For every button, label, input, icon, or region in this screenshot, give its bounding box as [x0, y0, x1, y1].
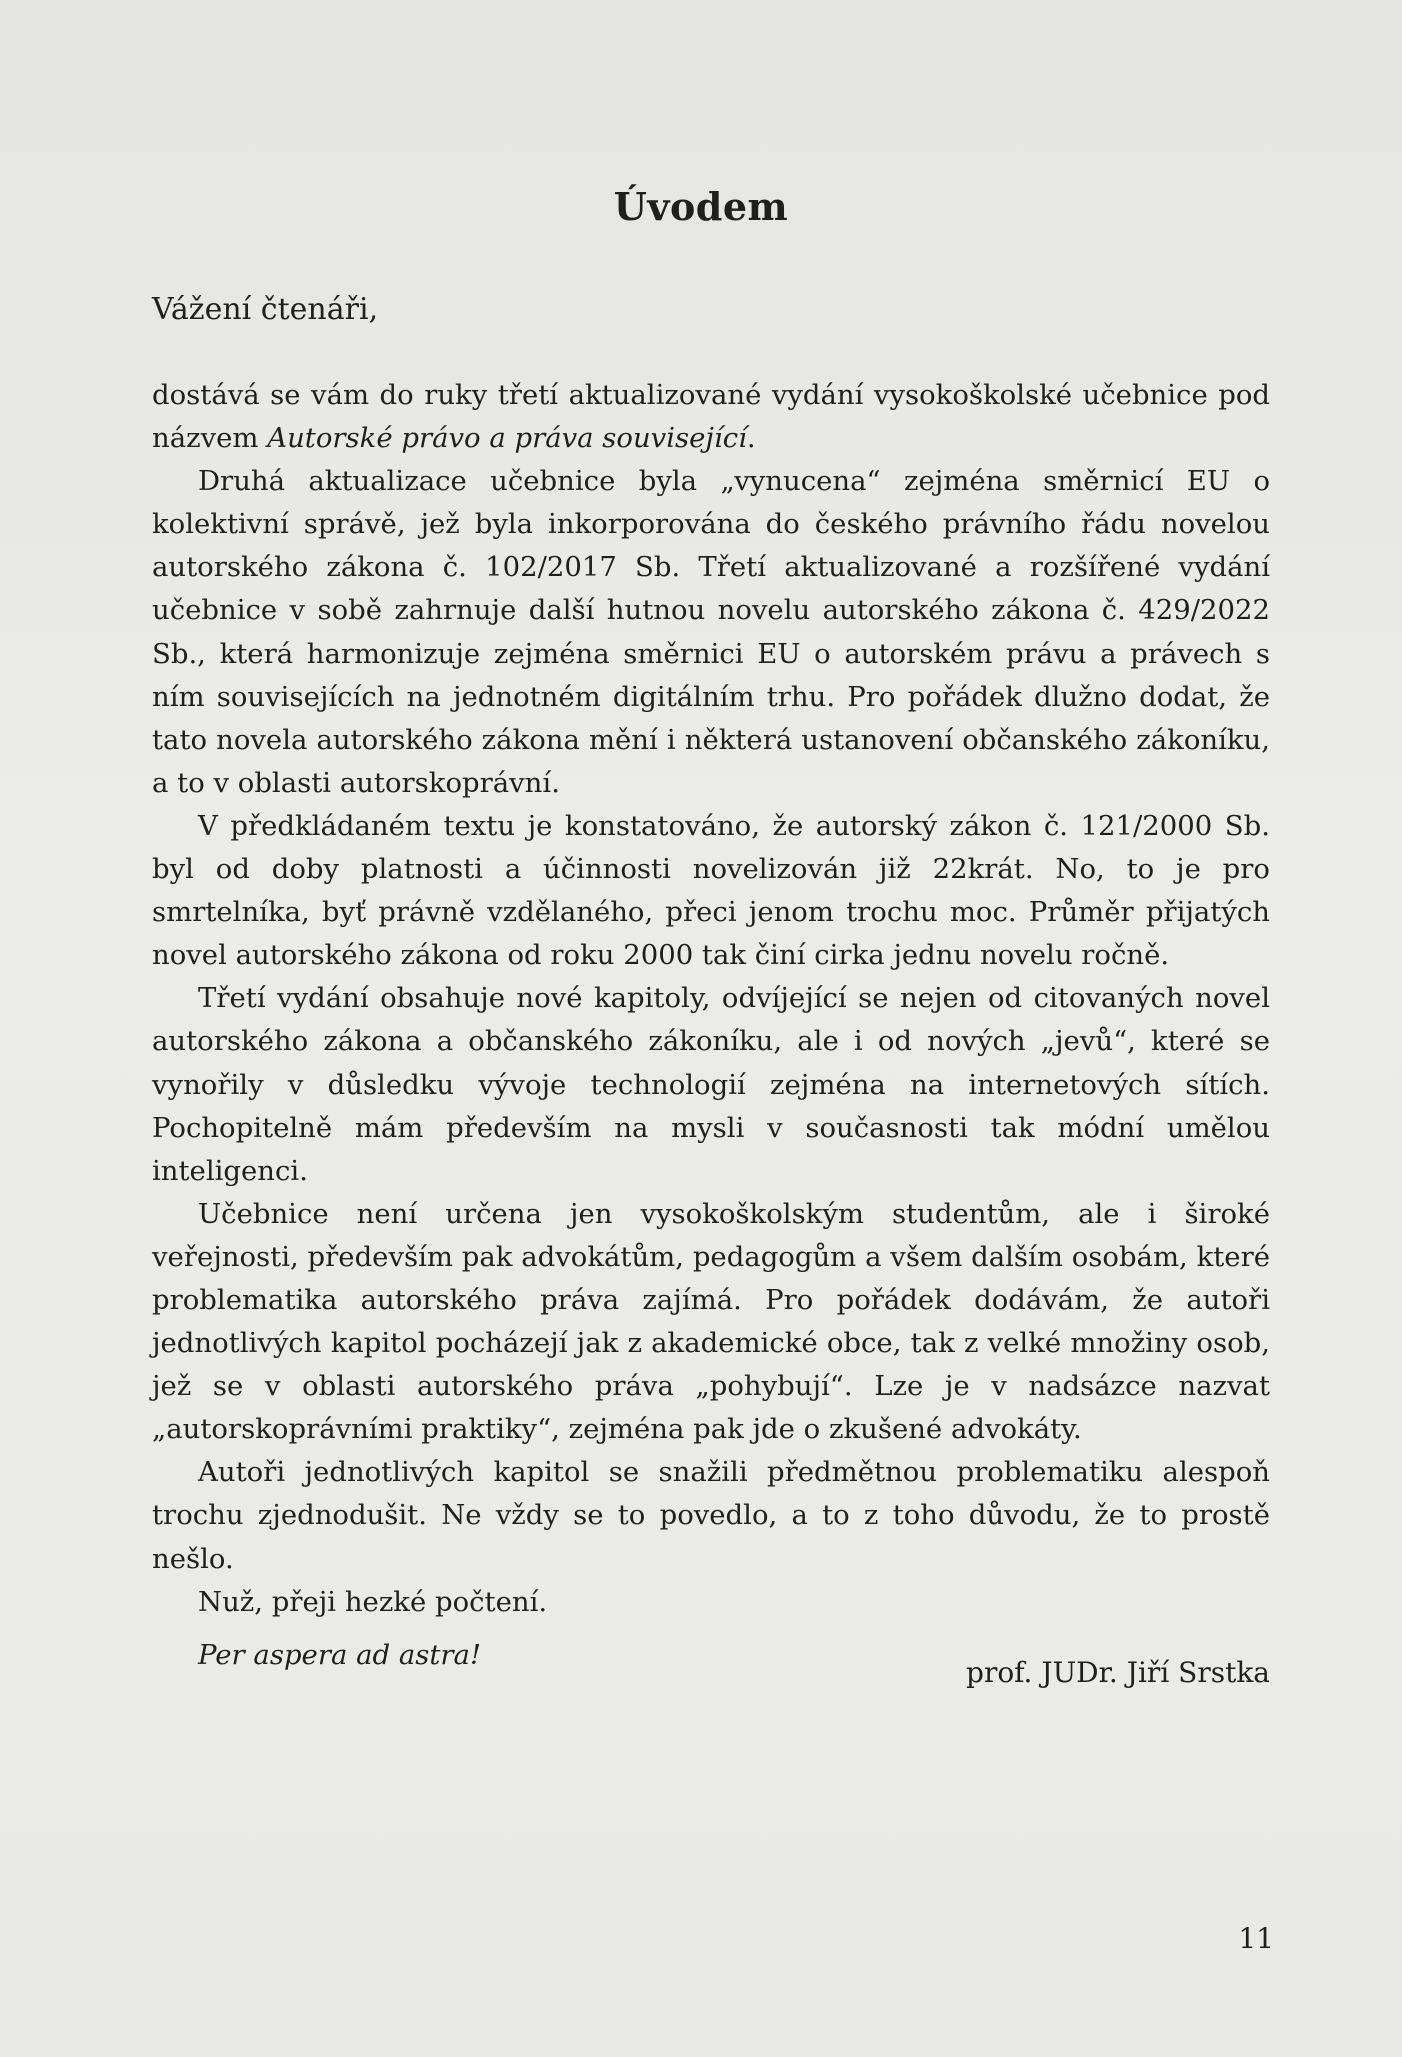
intro-text: dostává se vám do ruky třetí aktualizované vydání vysokoškolské učebnice pod názvem	[152, 379, 1270, 455]
paragraph-novelization-count: V předkládaném textu je konstatováno, že autorský zákon č. 121/2000 Sb. byl od doby platnosti a účinnosti novelizován již 22krát. No, to je pro smrtelníka, byť právně vzdělaného, přeci jenom trochu moc. Průměr přijatých novel autorského zákona od roku 2000 tak činí cirka jednu novelu ročně.	[152, 809, 1270, 972]
paragraph-closing: Nuž, přeji hezké počtení.	[198, 1585, 548, 1618]
motto: Per aspera ad astra!	[198, 1638, 481, 1671]
book-title: Autorské právo a práva související	[267, 422, 747, 455]
foreword-body	[152, 374, 1270, 1677]
intro-paragraph	[152, 374, 1270, 460]
paragraph-audience: Učebnice není určena jen vysokoškolským studentům, ale i široké veřejnosti, především pak advokátům, pedagogům a všem dalším osobám, které problematika autorského práva zajímá. Pro pořádek dodávám, že autoři jednotlivých kapitol pocházejí jak z akademické obce, tak z velké množiny osob, jež se v oblasti autorského práva „pohybují“. Lze je v nadsázce nazvat „autorskoprávními praktiky“, zejména pak jde o zkušené advokáty.	[152, 1197, 1270, 1446]
paragraph-amendments: Druhá aktualizace učebnice byla „vynucena“ zejména směrnicí EU o kolektivní správě, jež byla inkorporována do českého právního řádu novelou autorského zákona č. 102/2017 Sb. Třetí aktualizované a rozšířené vydání učebnice v sobě zahrnuje další hutnou novelu autorského zákona č. 429/2022 Sb., která harmonizuje zejména směrnici EU o autorském právu a právech s ním souvisejících na jednotném digitálním trhu. Pro pořádek dlužno dodat, že tato novela autorského zákona mění i některá ustanovení občanského zákoníku, a to v oblasti autorskoprávní.	[152, 465, 1270, 799]
salutation: Vážení čtenáři,	[152, 292, 379, 327]
page-title: Úvodem	[613, 184, 789, 229]
paragraph-authors: Autoři jednotlivých kapitol se snažili předmětnou problematiku alespoň trochu zjednodušit. Ne vždy se to povedlo, a to z toho důvodu, že to prostě nešlo.	[152, 1456, 1270, 1575]
paragraph-new-chapters: Třetí vydání obsahuje nové kapitoly, odvíjející se nejen od citovaných novel autorského zákona a občanského zákoníku, ale i od nových „jevů“, které se vynořily v důsledku vývoje technologií zejména na internetových sítích. Pochopitelně mám především na mysli v současnosti tak módní umělou inteligenci.	[152, 982, 1270, 1187]
page-number: 11	[1238, 1922, 1274, 1955]
intro-end: .	[746, 422, 756, 455]
author-signature: prof. JUDr. Jiří Srstka	[966, 1656, 1270, 1689]
